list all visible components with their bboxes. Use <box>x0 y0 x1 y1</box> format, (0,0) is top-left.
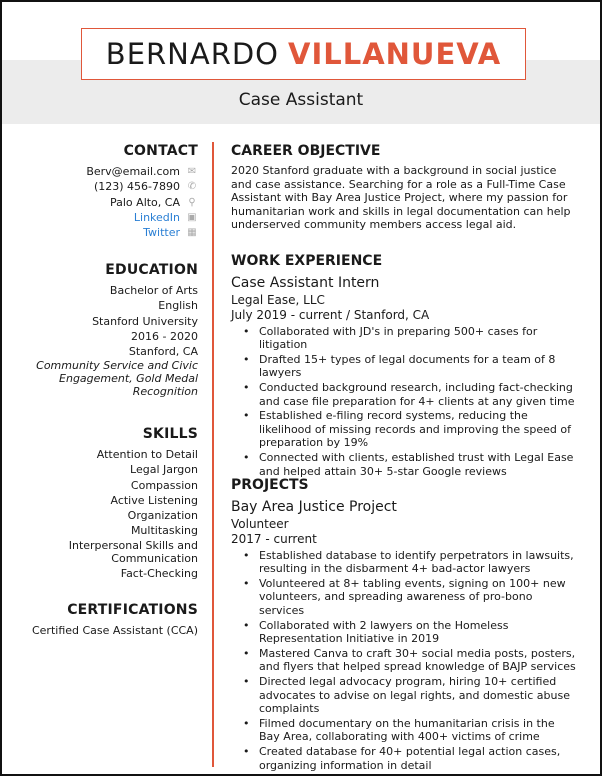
certification-item: Certified Case Assistant (CCA) <box>31 624 198 637</box>
last-name: VILLANUEVA <box>288 37 502 71</box>
project-dates: 2017 - current <box>231 532 317 546</box>
education-dates: 2016 - 2020 <box>131 329 198 343</box>
education-honors: Community Service and Civic Engagement, Gold Medal Recognition <box>36 359 198 399</box>
project-bullet: • Collaborated with 2 lawyers on the Homeless Representation Initiative in 2019 <box>241 619 576 646</box>
contact-heading: CONTACT <box>123 143 198 159</box>
project-bullet: • Filmed documentary on the humanitarian crisis in the Bay Area, collaborating with 400+ victims of crime <box>241 717 576 744</box>
experience-section <box>231 253 576 478</box>
contact-email[interactable] <box>12 164 198 179</box>
contact-section <box>12 143 198 240</box>
experience-bullet: • Established e-filing record systems, reducing the likelihood of missing records and improving the speed of preparation by 19% <box>241 409 576 449</box>
experience-dates: July 2019 - current / Stanford, CA <box>231 308 430 322</box>
skill-item: Organization <box>127 509 198 523</box>
twitter-icon: ▦ <box>187 227 197 239</box>
objective-heading: CAREER OBJECTIVE <box>231 143 381 159</box>
education-location: Stanford, CA <box>128 345 198 359</box>
project-bullets <box>241 549 576 773</box>
education-school: Stanford University <box>92 314 198 328</box>
linkedin-link[interactable]: LinkedIn <box>133 210 180 224</box>
contact-linkedin[interactable] <box>12 210 198 225</box>
skill-item: Interpersonal Skills and Communication <box>68 538 198 566</box>
contact-twitter[interactable] <box>12 225 198 240</box>
contact-location-text: Palo Alto, CA <box>110 195 180 209</box>
envelope-icon: ✉ <box>187 166 197 177</box>
phone-icon: ✆ <box>187 181 197 193</box>
project-org: Volunteer <box>231 517 289 531</box>
skill-item: Attention to Detail <box>96 448 198 461</box>
education-heading: EDUCATION <box>105 262 198 278</box>
skill-item: Compassion <box>130 478 198 492</box>
map-pin-icon: ⚲ <box>188 196 196 208</box>
education-major: English <box>158 299 198 313</box>
experience-heading: WORK EXPERIENCE <box>231 253 383 269</box>
objective-text: 2020 Stanford graduate with a background in social justice and case assistance. Searching for a role as a Full-Time Case Assistant with Bay Area Justice Project, where my passion for humanitarian work and skills in legal documentation can help underserved community members access legal aid. <box>231 164 571 232</box>
contact-location <box>12 195 198 210</box>
column-divider <box>212 142 214 767</box>
linkedin-icon: ▣ <box>187 211 197 223</box>
twitter-link[interactable]: Twitter <box>143 226 180 240</box>
job-title: Case Assistant <box>238 90 364 110</box>
name-box <box>81 28 526 80</box>
skills-heading: SKILLS <box>142 426 198 442</box>
experience-bullet: • Connected with clients, established trust with Legal Ease and helped attain 30+ 5-star Google reviews <box>241 451 576 478</box>
experience-bullet: • Drafted 15+ types of legal documents for a team of 8 lawyers <box>241 353 576 380</box>
experience-bullet: • Collaborated with JD's in preparing 500+ cases for litigation <box>241 325 576 352</box>
projects-heading: PROJECTS <box>231 477 309 493</box>
project-bullet: • Directed legal advocacy program, hiring 10+ certified advocates to advise on legal rights, and domestic abuse complaints <box>241 675 576 715</box>
first-name: BERNARDO <box>105 37 280 71</box>
project-bullet: • Mastered Canva to craft 30+ social media posts, posters, and flyers that helped spread knowledge of BAJP services <box>241 647 576 674</box>
contact-phone-text: (123) 456-7890 <box>93 180 180 194</box>
skill-item: Multitasking <box>130 524 198 538</box>
skills-section <box>12 426 198 581</box>
skill-item: Legal Jargon <box>130 463 198 477</box>
project-bullet: • Created database for 40+ potential legal action cases, organizing information in detail <box>241 745 576 772</box>
project-bullet: • Volunteered at 8+ tabling events, signing on 100+ new volunteers, and spreading awareness of pro-bono services <box>241 577 576 617</box>
experience-role: Case Assistant Intern <box>231 275 380 291</box>
skill-item: Active Listening <box>110 493 198 507</box>
experience-bullet: • Conducted background research, including fact-checking and case file preparation for 4+ clients at any given time <box>241 381 576 408</box>
objective-section <box>231 143 576 232</box>
education-section <box>12 262 198 398</box>
experience-bullets <box>241 325 576 478</box>
education-degree: Bachelor of Arts <box>109 284 198 297</box>
certifications-heading: CERTIFICATIONS <box>67 602 198 618</box>
project-bullet: • Established database to identify perpetrators in lawsuits, resulting in the disbarment 4+ bad-actor lawyers <box>241 549 576 576</box>
certifications-section <box>12 602 198 638</box>
skill-item: Fact-Checking <box>120 566 198 580</box>
contact-phone[interactable] <box>12 179 198 194</box>
contact-email-text: Berv@email.com <box>86 165 180 178</box>
projects-section <box>231 477 576 772</box>
project-name: Bay Area Justice Project <box>231 499 397 515</box>
experience-org: Legal Ease, LLC <box>231 293 325 307</box>
